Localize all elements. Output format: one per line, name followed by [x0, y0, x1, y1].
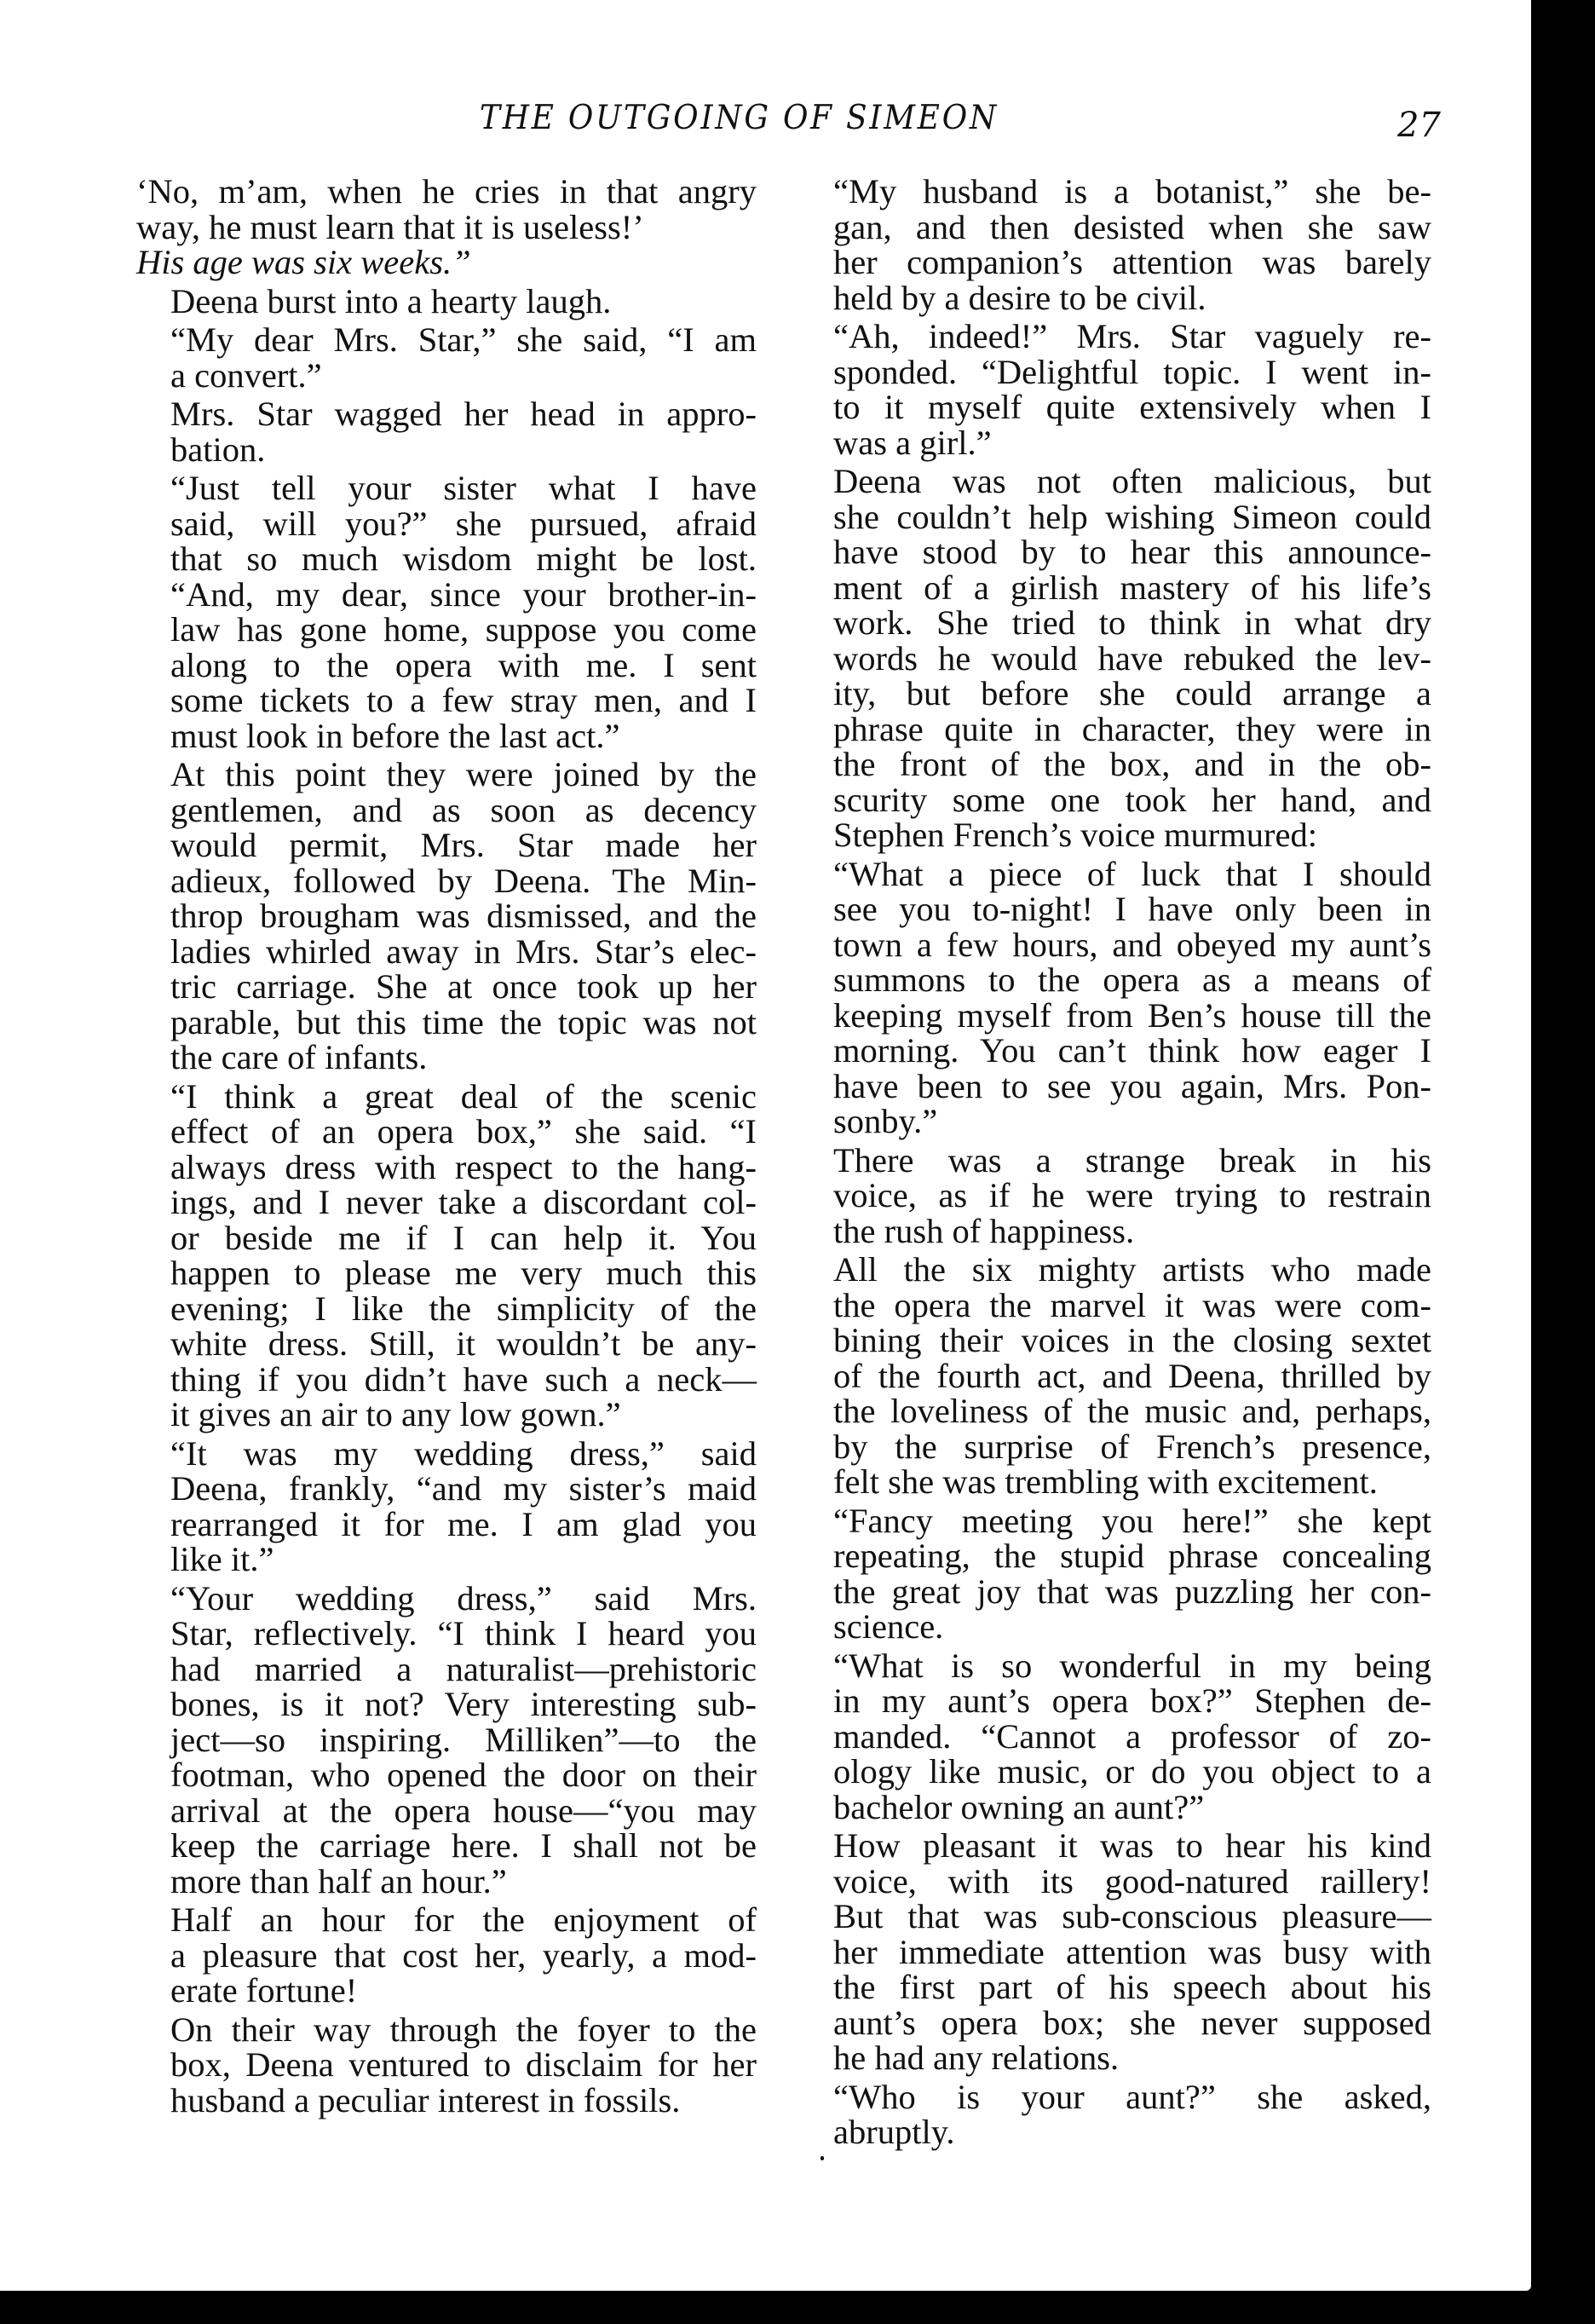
paragraph — [136, 2012, 757, 2119]
text-line: bation. — [170, 430, 266, 469]
text-line: box, Deena ventured to disclaim for her — [170, 2045, 757, 2084]
text-line: summons to the opera as a means of — [833, 960, 1431, 999]
text-line: the opera the marvel it was were com- — [833, 1285, 1431, 1324]
text-line: a convert.” — [170, 355, 322, 395]
text-line: held by a desire to be civil. — [833, 278, 1206, 317]
text-line: ment of a girlish mastery of his life’s — [833, 568, 1431, 607]
text-line: would permit, Mrs. Star made her — [170, 826, 757, 864]
text-column-left — [136, 174, 757, 2118]
text-line: Half an hour for the enjoyment of — [170, 1900, 757, 1939]
text-line: science. — [833, 1607, 944, 1646]
text-line: gentlemen, and as soon as decency — [170, 790, 757, 829]
text-line: “And, my dear, since your brother-in- — [170, 574, 757, 614]
text-line: ‘No, m’am, when he cries in that angry — [136, 172, 757, 210]
text-line: aunt’s opera box; she never supposed — [833, 2003, 1431, 2042]
text-line: work. She tried to think in what dry — [833, 603, 1431, 642]
text-line: happen to please me very much this — [170, 1254, 757, 1292]
text-line: or beside me if I can help it. You — [170, 1218, 757, 1257]
text-line: it gives an air to any low gown.” — [170, 1395, 621, 1433]
paragraph — [799, 174, 1431, 315]
text-line: her immediate attention was busy with — [833, 1932, 1431, 1971]
text-line: rearranged it for me. I am glad you — [170, 1504, 757, 1543]
text-line: erate fortune! — [170, 1971, 358, 2010]
text-line: her companion’s attention was barely — [833, 243, 1431, 281]
text-line: “My dear Mrs. Star,” she said, “I am — [170, 320, 757, 359]
text-line: Deena was not often malicious, but — [833, 462, 1431, 500]
text-line: like it.” — [170, 1540, 274, 1578]
text-line: parable, but this time the topic was not — [170, 1002, 757, 1041]
paragraph — [799, 1828, 1431, 2076]
text-line: words he would have rebuked the lev- — [833, 638, 1431, 678]
text-line: arrival at the opera house—“you may — [170, 1791, 757, 1830]
text-line: footman, who opened the door on their — [170, 1756, 757, 1794]
print-speck — [821, 2156, 824, 2160]
text-line: more than half an hour.” — [170, 1861, 507, 1900]
text-line: “Fancy meeting you here!” she kept — [833, 1501, 1431, 1540]
text-line: town a few hours, and obeyed my aunt’s — [833, 925, 1431, 964]
text-line: ity, but before she could arrange a — [833, 674, 1431, 712]
text-line: sponded. “Delightful topic. I went in- — [833, 352, 1431, 391]
text-line: keep the carriage here. I shall not be — [170, 1826, 757, 1865]
text-line: keeping myself from Ben’s house till the — [833, 995, 1431, 1035]
text-line: Star, reflectively. “I think I heard you — [170, 1614, 757, 1652]
paragraph — [136, 1578, 757, 1900]
text-line: along to the opera with me. I sent — [170, 645, 757, 684]
text-line: the loveliness of the music and, perhaps, — [833, 1392, 1431, 1430]
text-line: repeating, the stupid phrase concealing — [833, 1537, 1431, 1575]
paragraph — [136, 245, 757, 280]
text-line: way, he must learn that it is useless!’ — [136, 207, 644, 246]
text-line: gan, and then desisted when she saw — [833, 207, 1431, 246]
paragraph — [799, 1140, 1431, 1250]
text-line: had married a naturalist—prehistoric — [170, 1649, 757, 1688]
text-line: abruptly. — [833, 2113, 955, 2151]
text-line: adieux, followed by Deena. The Min- — [170, 861, 757, 900]
text-line: But that was sub-conscious pleasure— — [833, 1897, 1431, 1935]
text-line: At this point they were joined by the — [170, 755, 757, 793]
text-line: manded. “Cannot a professor of zo- — [833, 1716, 1431, 1756]
paragraph — [799, 1252, 1431, 1500]
paragraph — [136, 322, 757, 393]
paragraph — [136, 396, 757, 467]
text-line: was a girl.” — [833, 423, 992, 462]
text-line: effect of an opera box,” she said. “I — [170, 1112, 757, 1150]
text-line: the rush of happiness. — [833, 1211, 1135, 1250]
text-line: husband a peculiar interest in fossils. — [170, 2080, 681, 2119]
paragraph — [799, 464, 1431, 853]
text-line: a pleasure that cost her, yearly, a mod- — [170, 1935, 757, 1975]
text-line: “Your wedding dress,” said Mrs. — [170, 1578, 757, 1618]
text-line: “What is so wonderful in my being — [833, 1646, 1431, 1685]
paragraph — [799, 856, 1431, 1139]
text-line: voice, as if he were trying to restrain — [833, 1176, 1431, 1214]
text-line: There was a strange break in his — [833, 1140, 1431, 1179]
text-line: the first part of his speech about his — [833, 1968, 1431, 2006]
text-line: bachelor owning an aunt?” — [833, 1787, 1205, 1826]
text-line: ject—so inspiring. Milliken”—to the — [170, 1720, 757, 1759]
text-line: see you to-night! I have only been in — [833, 890, 1431, 928]
paragraph — [799, 1503, 1431, 1645]
text-line: Mrs. Star wagged her head in appro- — [170, 395, 757, 433]
text-line: that so much wisdom might be lost. — [170, 539, 757, 578]
text-line: “I think a great deal of the scenic — [170, 1076, 757, 1116]
text-line: evening; I like the simplicity of the — [170, 1289, 757, 1328]
text-line: ings, and I never take a discordant col- — [170, 1183, 757, 1221]
text-line: by the surprise of French’s presence, — [833, 1427, 1431, 1466]
text-line: Deena burst into a hearty laugh. — [170, 281, 612, 320]
text-line: felt she was trembling with excitement. — [833, 1462, 1378, 1501]
paragraph — [136, 1076, 757, 1433]
text-line: of the fourth act, and Deena, thrilled by — [833, 1356, 1431, 1395]
text-line: she couldn’t help wishing Simeon could — [833, 497, 1431, 536]
text-line: the front of the box, and in the ob- — [833, 745, 1431, 783]
text-line: always dress with respect to the hang- — [170, 1147, 757, 1186]
text-line: said, will you?” she pursued, afraid — [170, 504, 757, 543]
paragraph — [136, 281, 757, 320]
text-line: scurity some one took her hand, and — [833, 780, 1431, 819]
text-line: in my aunt’s opera box?” Stephen de- — [833, 1681, 1431, 1720]
page-number: 27 — [1397, 106, 1441, 145]
text-line: the great joy that was puzzling her con- — [833, 1571, 1431, 1611]
running-head — [0, 99, 1531, 150]
text-line: voice, with its good-natured raillery! — [833, 1861, 1431, 1900]
paragraph — [136, 757, 757, 1075]
text-line: have stood by to hear this announce- — [833, 533, 1431, 571]
paragraph — [799, 2079, 1431, 2150]
text-line: thing if you didn’t have such a neck— — [170, 1359, 757, 1398]
text-line: have been to see you again, Mrs. Pon- — [833, 1066, 1431, 1105]
paragraph — [136, 1433, 757, 1578]
text-line: “Just tell your sister what I have — [170, 469, 757, 507]
text-line: His age was six weeks.” — [136, 243, 471, 281]
paragraph — [799, 1648, 1431, 1825]
paragraph — [136, 174, 757, 245]
paragraph — [136, 470, 757, 753]
text-line: “My husband is a botanist,” she be- — [833, 172, 1431, 210]
text-line: to it myself quite extensively when I — [833, 388, 1431, 426]
text-line: All the six mighty artists who made — [833, 1250, 1431, 1289]
text-line: some tickets to a few stray men, and I — [170, 681, 757, 719]
text-line: “Ah, indeed!” Mrs. Star vaguely re- — [833, 317, 1431, 355]
text-line: he had any relations. — [833, 2039, 1120, 2077]
text-line: phrase quite in character, they were in — [833, 709, 1431, 748]
text-line: morning. You can’t think how eager I — [833, 1031, 1431, 1070]
text-line: white dress. Still, it wouldn’t be any- — [170, 1324, 757, 1363]
text-line: throp brougham was dismissed, and the — [170, 897, 757, 935]
text-line: tric carriage. She at once took up her — [170, 967, 757, 1006]
text-line: Deena, frankly, “and my sister’s maid — [170, 1469, 757, 1508]
text-line: “What a piece of luck that I should — [833, 854, 1431, 893]
text-line: Stephen French’s voice murmured: — [833, 816, 1317, 854]
text-line: ladies whirled away in Mrs. Star’s elec- — [170, 931, 757, 971]
text-line: How pleasant it was to hear his kind — [833, 1826, 1431, 1865]
text-line: sonby.” — [833, 1102, 938, 1140]
text-line: the care of infants. — [170, 1038, 428, 1076]
text-line: ology like music, or do you object to a — [833, 1752, 1431, 1791]
text-line: law has gone home, suppose you come — [170, 610, 757, 649]
text-line: bones, is it not? Very interesting sub- — [170, 1685, 757, 1723]
text-line: On their way through the foyer to the — [170, 2010, 757, 2049]
text-line: “It was my wedding dress,” said — [170, 1433, 757, 1473]
paragraph — [136, 1902, 757, 2009]
text-line: must look in before the last act.” — [170, 716, 620, 755]
running-head-title: THE OUTGOING OF SIMEON — [480, 99, 999, 137]
paragraph — [799, 319, 1431, 460]
text-line: bining their voices in the closing sextet — [833, 1321, 1431, 1359]
text-column-right — [799, 174, 1431, 2150]
text-line: “Who is your aunt?” she asked, — [833, 2077, 1431, 2116]
